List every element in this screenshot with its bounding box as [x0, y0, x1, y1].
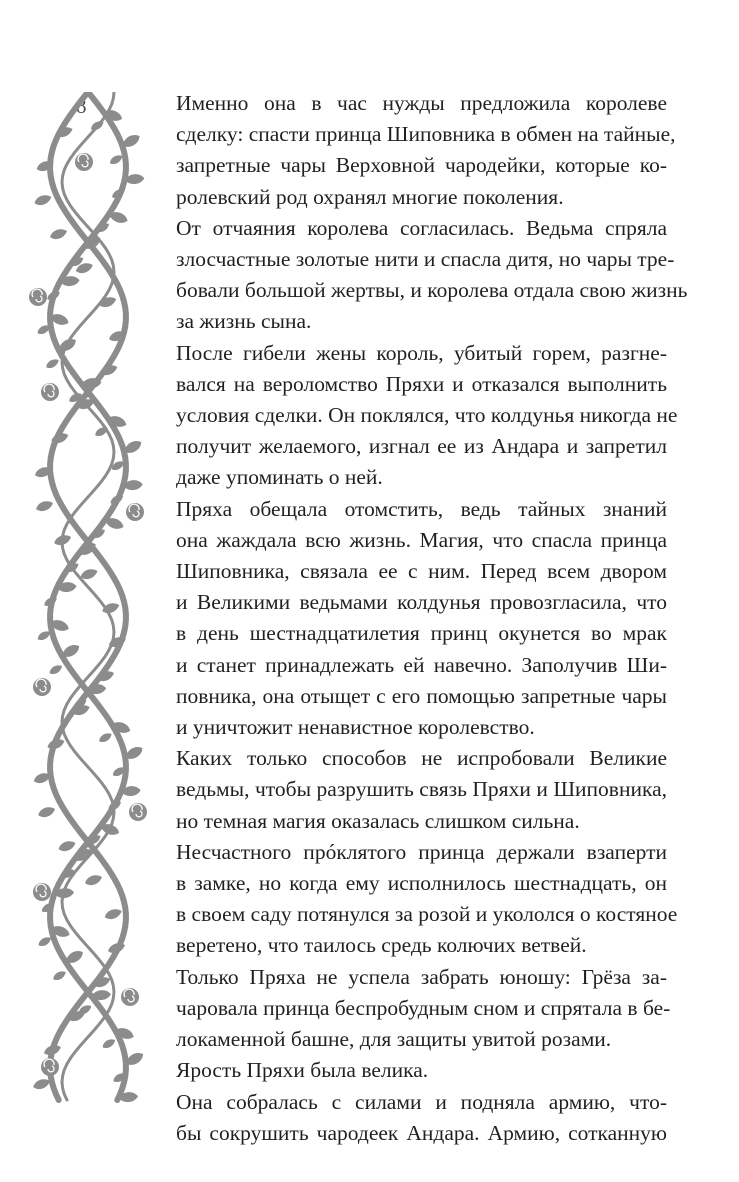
- paragraph: [151, 494, 667, 744]
- text-line: веретено, что таилось средь колючих ветвей.: [176, 933, 587, 958]
- text-line: запретные чары Верховной чародейки, которые ко-: [176, 153, 667, 178]
- text-line: получит желаемого, изгнал ее из Андара и запретил: [176, 434, 667, 459]
- text-line: Шиповника, связала ее с ним. Перед всем двором: [176, 559, 667, 584]
- text-line: чаровала принца беспробудным сном и спрятала в бе-: [176, 995, 671, 1020]
- vine-leaf: [33, 193, 53, 208]
- text-line: в своем саду потянулся за розой и укололся о костяное: [176, 902, 678, 927]
- text-line: вался на вероломство Пряхи и отказался выполнить: [176, 371, 667, 396]
- text-line: за жизнь сына.: [176, 309, 312, 334]
- vine-leaf: [57, 839, 77, 854]
- rose-bloom: [126, 503, 144, 521]
- text-line: повника, она отыщет с его помощью запретные чары: [176, 683, 667, 708]
- text-line: Пряха обещала отомстить, ведь тайных знаний: [176, 496, 667, 521]
- text-line: даже упоминать о ней.: [176, 465, 383, 490]
- page-number: 8: [76, 94, 87, 118]
- text-line: Она собралась с силами и подняла армию, что-: [176, 1089, 667, 1114]
- vine-leaf: [103, 907, 123, 922]
- rose-bloom: [75, 153, 93, 171]
- vine-leaf: [101, 601, 121, 616]
- vine-leaves: [32, 107, 146, 1104]
- text-line: Несчастного прóклятого принца держали взаперти: [176, 839, 667, 864]
- rose-bloom: [121, 988, 139, 1006]
- vine-leaf: [84, 873, 104, 888]
- text-line: но темная магия оказалась слишком сильна.: [176, 808, 580, 833]
- text-line: в замке, но когда ему исполнилось шестнадцать, он: [176, 871, 667, 896]
- rose-bloom: [41, 1058, 59, 1076]
- vine-leaf: [35, 499, 55, 514]
- text-line: и уничтожит ненавистное королевство.: [176, 715, 535, 740]
- text-line: Каких только способов не испробовали Великие: [176, 746, 667, 771]
- paragraph: [151, 338, 678, 494]
- rose-bloom: [129, 803, 147, 821]
- text-line: сделку: спасти принца Шиповника в обмен на тайные,: [176, 122, 676, 147]
- vine-leaf: [51, 969, 67, 982]
- rose-bloom: [29, 288, 47, 306]
- text-line: бовали большой жертвы, и королева отдала свою жизнь: [176, 278, 688, 303]
- text-line: и Великими ведьмами колдунья провозгласила, что: [176, 590, 667, 615]
- rose-bloom: [41, 383, 59, 401]
- paragraph: [151, 213, 688, 338]
- vine-leaf: [98, 295, 118, 310]
- text-line: и станет принадлежать ей навечно. Заполучив Ши-: [176, 652, 667, 677]
- vine-leaf: [48, 663, 64, 676]
- vine-leaf: [97, 731, 113, 744]
- rose-bloom: [33, 678, 51, 696]
- vine-leaf: [101, 1037, 117, 1050]
- vine-leaf: [44, 357, 60, 370]
- paragraph: [151, 88, 676, 213]
- text-line: ролевский род охранял многие поколения.: [176, 184, 564, 209]
- body-text: [151, 88, 688, 1149]
- text-line: Ярость Пряхи была велика.: [176, 1058, 429, 1083]
- text-line: условия сделки. Он поклялся, что колдунья никогда не: [176, 403, 678, 428]
- text-line: злосчастные золотые нити и спасла дитя, но чары тре-: [176, 247, 675, 272]
- paragraph: [151, 743, 667, 837]
- paragraph: [151, 1055, 667, 1086]
- text-line: После гибели жены король, убитый горем, разгне-: [176, 340, 667, 365]
- paragraph: [151, 962, 671, 1056]
- paragraph: [151, 1087, 667, 1149]
- vine-leaf: [37, 805, 57, 820]
- text-line: бы сокрушить чародеек Андара. Армию, сотканную: [176, 1120, 667, 1145]
- rose-vine-ornament: [20, 92, 150, 1104]
- text-line: в день шестнадцатилетия принц окунется во мрак: [176, 621, 667, 646]
- rose-bloom: [33, 883, 51, 901]
- text-line: От отчаяния королева согласилась. Ведьма спряла: [176, 215, 667, 240]
- text-line: локаменной башне, для защиты увитой розами.: [176, 1027, 612, 1052]
- text-line: Именно она в час нужды предложила королеве: [176, 91, 667, 115]
- text-line: ведьмы, чтобы разрушить связь Пряхи и Шиповника,: [176, 777, 667, 802]
- vine-leaf: [49, 227, 69, 242]
- paragraph: [151, 837, 678, 962]
- text-line: она жаждала всю жизнь. Магия, что спасла принца: [176, 527, 667, 552]
- text-line: Только Пряха не успела забрать юношу: Грёза за-: [176, 964, 667, 989]
